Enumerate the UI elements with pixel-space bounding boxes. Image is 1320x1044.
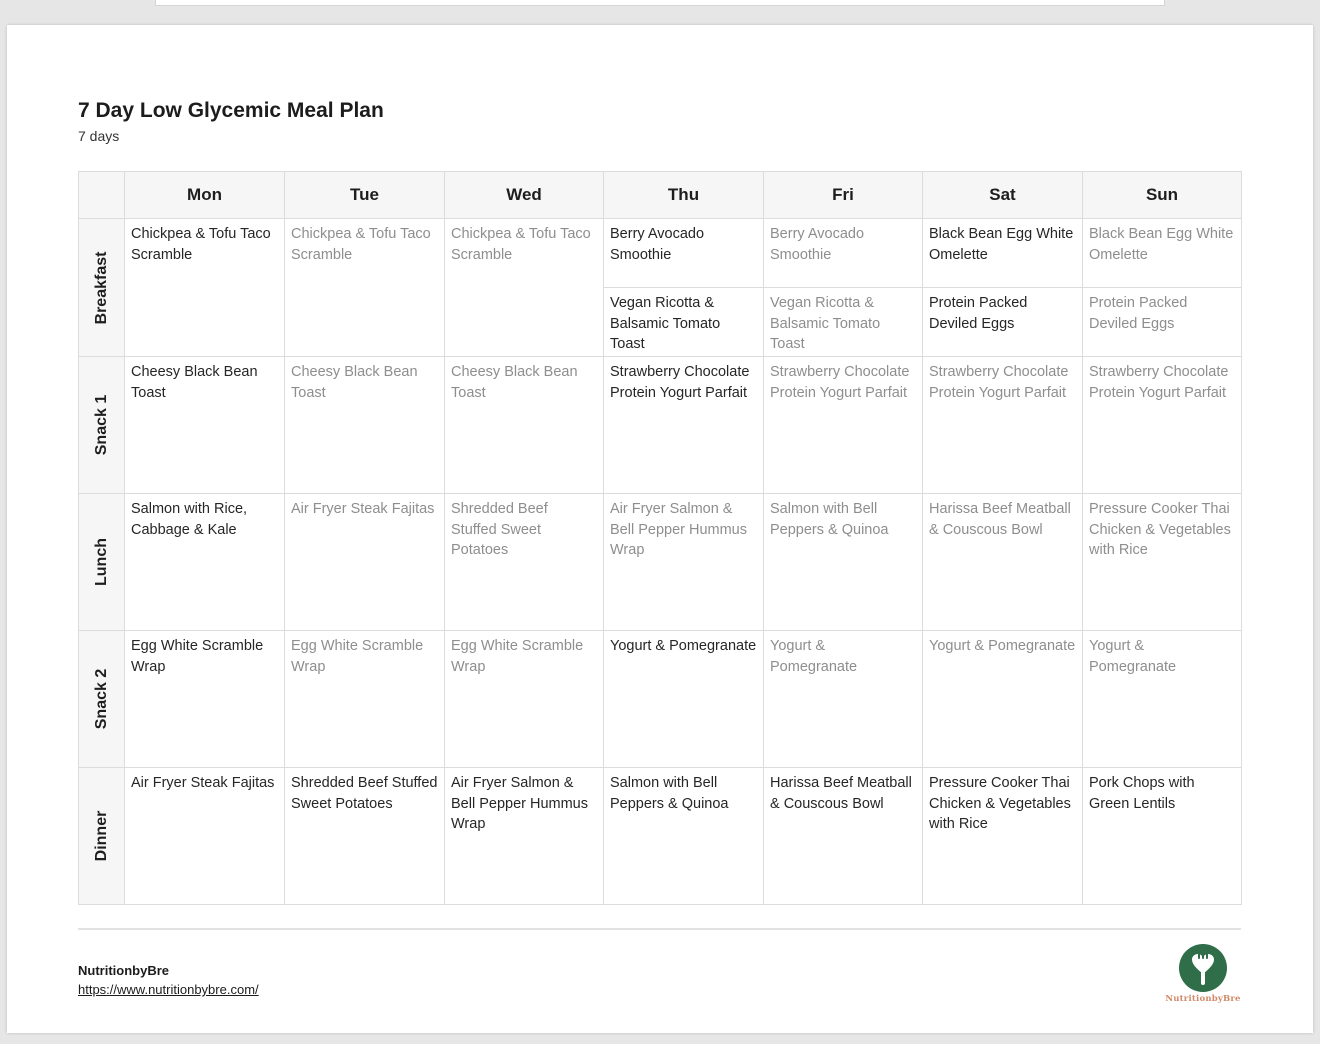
- meal-cell: Protein Packed Deviled Eggs: [923, 288, 1083, 357]
- meal-plan-page: [7, 25, 1313, 1033]
- meal-plan-table: [78, 171, 1242, 905]
- meal-cell: Harissa Beef Meatball & Couscous Bowl: [764, 768, 923, 905]
- day-header-mon: Mon: [125, 172, 285, 219]
- snack1-row: [79, 357, 1242, 494]
- day-header-sun: Sun: [1083, 172, 1242, 219]
- row-header-dinner: [79, 768, 125, 905]
- meal-cell: Yogurt & Pomegranate: [604, 631, 764, 768]
- row-label: Breakfast: [92, 251, 110, 324]
- corner-cell: [79, 172, 125, 219]
- meal-cell: Yogurt & Pomegranate: [1083, 631, 1242, 768]
- day-header-row: [79, 172, 1242, 219]
- meal-cell: Salmon with Rice, Cabbage & Kale: [125, 494, 285, 631]
- meal-cell: Vegan Ricotta & Balsamic Tomato Toast: [604, 288, 764, 357]
- meal-cell: Berry Avocado Smoothie: [604, 219, 764, 288]
- row-header-lunch: [79, 494, 125, 631]
- meal-cell: Shredded Beef Stuffed Sweet Potatoes: [285, 768, 445, 905]
- meal-cell: Strawberry Chocolate Protein Yogurt Parfait: [923, 357, 1083, 494]
- page-title: 7 Day Low Glycemic Meal Plan: [78, 99, 384, 122]
- meal-cell: Protein Packed Deviled Eggs: [1083, 288, 1242, 357]
- meal-cell: Cheesy Black Bean Toast: [125, 357, 285, 494]
- footer-url-link[interactable]: https://www.nutritionbybre.com/: [78, 982, 259, 997]
- row-label: Dinner: [92, 810, 110, 862]
- meal-cell: Air Fryer Steak Fajitas: [125, 768, 285, 905]
- meal-cell: Shredded Beef Stuffed Sweet Potatoes: [445, 494, 604, 631]
- meal-cell: Egg White Scramble Wrap: [445, 631, 604, 768]
- meal-cell: Egg White Scramble Wrap: [285, 631, 445, 768]
- row-header-breakfast: [79, 219, 125, 357]
- meal-cell: Cheesy Black Bean Toast: [285, 357, 445, 494]
- logo-wordmark: NutritionbyBre: [1165, 994, 1241, 1004]
- meal-cell: Pressure Cooker Thai Chicken & Vegetables with Rice: [1083, 494, 1242, 631]
- brand-logo: [1157, 943, 1249, 1007]
- row-label: Snack 2: [92, 668, 110, 730]
- dinner-row: [79, 768, 1242, 905]
- meal-cell: Strawberry Chocolate Protein Yogurt Parfait: [604, 357, 764, 494]
- day-header-thu: Thu: [604, 172, 764, 219]
- meal-cell: Vegan Ricotta & Balsamic Tomato Toast: [764, 288, 923, 357]
- meal-cell: Air Fryer Steak Fajitas: [285, 494, 445, 631]
- row-label: Lunch: [92, 538, 110, 586]
- fork-heart-logo-icon: [1178, 943, 1228, 993]
- meal-cell: Black Bean Egg White Omelette: [1083, 219, 1242, 288]
- day-header-fri: Fri: [764, 172, 923, 219]
- meal-cell: Egg White Scramble Wrap: [125, 631, 285, 768]
- meal-cell: Yogurt & Pomegranate: [764, 631, 923, 768]
- breakfast-row: [79, 219, 1242, 288]
- meal-cell: Chickpea & Tofu Taco Scramble: [445, 219, 604, 357]
- meal-cell: Cheesy Black Bean Toast: [445, 357, 604, 494]
- meal-cell: Salmon with Bell Peppers & Quinoa: [764, 494, 923, 631]
- footer-brand: NutritionbyBre: [78, 963, 169, 978]
- row-header-snack1: [79, 357, 125, 494]
- meal-cell: Strawberry Chocolate Protein Yogurt Parfait: [764, 357, 923, 494]
- meal-cell: Air Fryer Salmon & Bell Pepper Hummus Wrap: [604, 494, 764, 631]
- previous-page-edge: [155, 0, 1165, 6]
- footer-divider: [78, 928, 1241, 930]
- meal-cell: Berry Avocado Smoothie: [764, 219, 923, 288]
- meal-cell: Salmon with Bell Peppers & Quinoa: [604, 768, 764, 905]
- meal-cell: Black Bean Egg White Omelette: [923, 219, 1083, 288]
- row-header-snack2: [79, 631, 125, 768]
- row-label: Snack 1: [92, 394, 110, 456]
- meal-cell: Harissa Beef Meatball & Couscous Bowl: [923, 494, 1083, 631]
- meal-cell: Chickpea & Tofu Taco Scramble: [285, 219, 445, 357]
- day-header-tue: Tue: [285, 172, 445, 219]
- meal-cell: Pork Chops with Green Lentils: [1083, 768, 1242, 905]
- meal-cell: Yogurt & Pomegranate: [923, 631, 1083, 768]
- snack2-row: [79, 631, 1242, 768]
- meal-cell: Strawberry Chocolate Protein Yogurt Parfait: [1083, 357, 1242, 494]
- meal-cell: Chickpea & Tofu Taco Scramble: [125, 219, 285, 357]
- day-header-sat: Sat: [923, 172, 1083, 219]
- meal-cell: Pressure Cooker Thai Chicken & Vegetables with Rice: [923, 768, 1083, 905]
- meal-cell: Air Fryer Salmon & Bell Pepper Hummus Wrap: [445, 768, 604, 905]
- page-subtitle: 7 days: [78, 128, 120, 144]
- day-header-wed: Wed: [445, 172, 604, 219]
- lunch-row: [79, 494, 1242, 631]
